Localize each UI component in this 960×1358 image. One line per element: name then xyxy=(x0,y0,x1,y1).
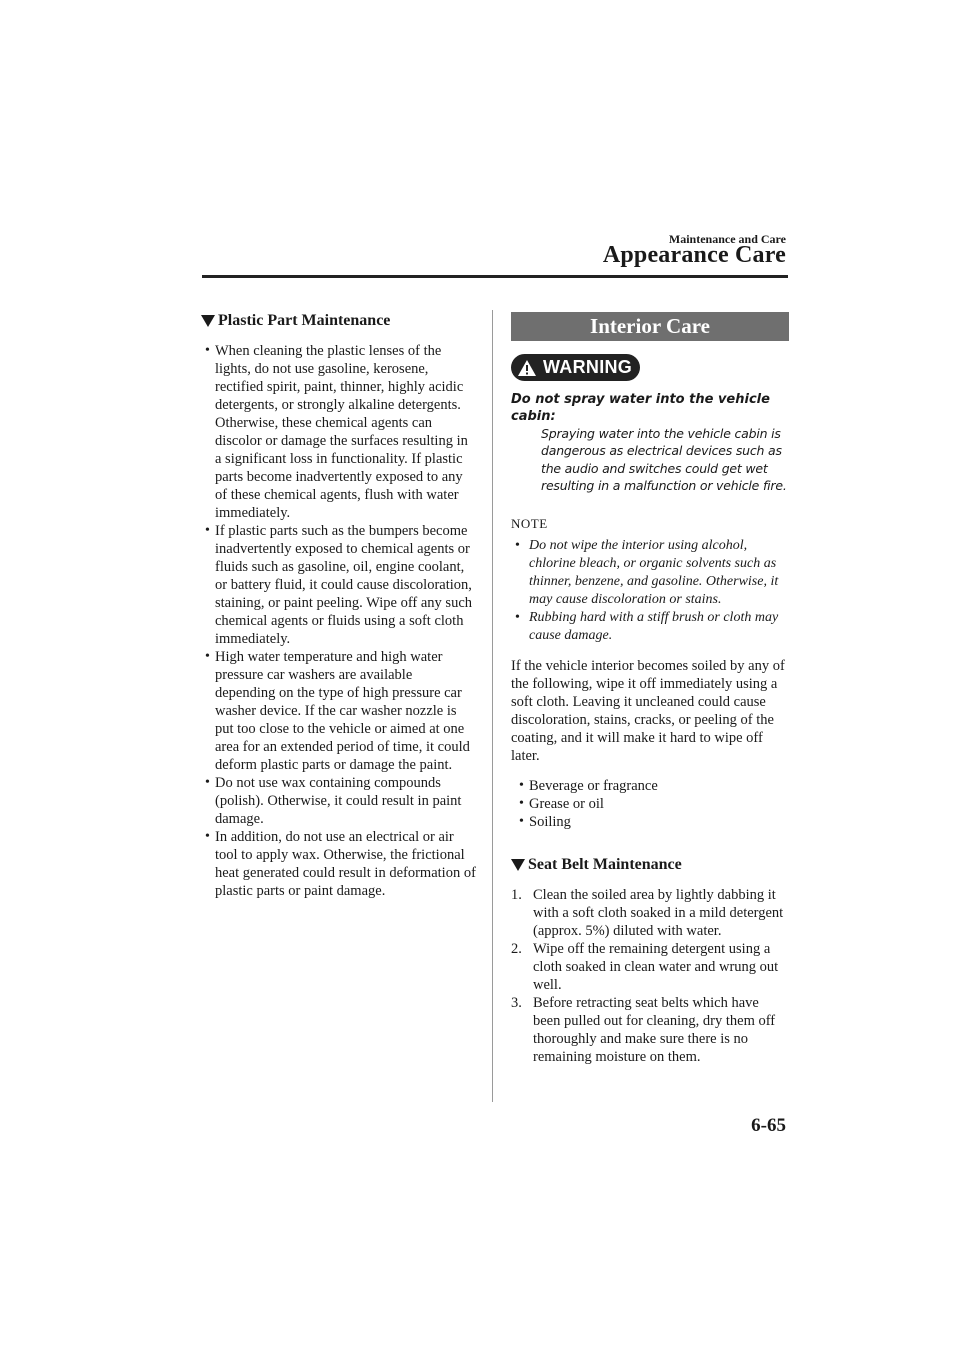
step-text: Wipe off the remaining detergent using a cloth soaked in clean water and wrung out well. xyxy=(533,940,779,993)
warning-heading: Do not spray water into the vehicle cabin: xyxy=(511,391,770,424)
note-item xyxy=(511,537,789,609)
list-item xyxy=(511,795,789,813)
note-list xyxy=(511,537,789,645)
plastic-part-heading xyxy=(201,310,476,332)
list-item xyxy=(511,813,789,831)
seat-belt-heading xyxy=(511,854,789,876)
triangle-down-icon xyxy=(201,315,215,327)
warning-badge xyxy=(511,354,640,381)
seat-belt-heading-text: Seat Belt Maintenance xyxy=(528,855,682,873)
bullet-icon: • xyxy=(519,795,524,811)
page-title: Appearance Care xyxy=(602,242,786,268)
list-item-text: Beverage or fragrance xyxy=(529,777,658,794)
step-number: 3. xyxy=(511,994,522,1011)
page-number: 6-65 xyxy=(751,1115,786,1136)
plastic-bullet-list xyxy=(201,342,476,900)
interior-paragraph: If the vehicle interior becomes soiled by any of the following, wipe it off immediately using a soft cloth. Leaving it uncleaned could cause discoloration, stains, cracks, or peeling of the coating, and it will make it hard to wipe off later. xyxy=(511,657,785,764)
right-column xyxy=(511,312,789,1066)
list-item-text: When cleaning the plastic lenses of the lights, do not use gasoline, kerosene, rectified spirit, paint, thinner, highly acidic detergents, or strongly alkaline detergents. Otherwise, these chemical agents can discolor or damage the surfaces resulting in a significant loss in functionality. If plastic parts become inadvertently exposed to any of these chemical agents, flush with water immediately. xyxy=(215,343,468,521)
note-item-text: Rubbing hard with a stiff brush or cloth may cause damage. xyxy=(529,609,779,643)
bullet-icon: • xyxy=(519,813,524,829)
warning-label: WARNING xyxy=(543,357,633,377)
list-item xyxy=(201,774,476,828)
list-item xyxy=(201,648,476,774)
list-item-text: If plastic parts such as the bumpers become inadvertently exposed to chemical agents or fluids such as gasoline, oil, engine coolant, or battery fluid, it could cause discoloration, staining, or paint peeling. Wipe off any such chemical agents or fluids using a soft cloth immediately. xyxy=(215,523,473,647)
seat-belt-steps xyxy=(511,886,789,1066)
bullet-icon: • xyxy=(205,649,210,664)
step-text: Before retracting seat belts which have been pulled out for cleaning, dry them off thoroughly and make sure there is no remaining moisture on them. xyxy=(533,994,776,1065)
bullet-icon: • xyxy=(205,523,210,538)
bullet-icon: • xyxy=(205,775,210,790)
step-item xyxy=(511,994,789,1066)
list-item-text: High water temperature and high water pressure car washers are available depending on the type of high pressure car washer device. If the car washer nozzle is put too close to the vehicle or aimed at one area for an extended period of time, it could deform plastic parts or damage the paint. xyxy=(215,649,470,773)
list-item-text: Grease or oil xyxy=(529,795,604,812)
bullet-icon: • xyxy=(515,537,520,553)
header-rule xyxy=(202,275,788,278)
plastic-part-heading-text: Plastic Part Maintenance xyxy=(218,312,391,329)
note-item-text: Do not wipe the interior using alcohol, chlorine bleach, or organic solvents such as thinner, benzene, and gasoline. Otherwise, it may cause discoloration or stains. xyxy=(529,537,779,607)
bullet-icon: • xyxy=(519,777,524,793)
list-item xyxy=(201,342,476,522)
note-item xyxy=(511,609,789,645)
step-number: 1. xyxy=(511,886,522,903)
step-number: 2. xyxy=(511,940,522,957)
soil-list xyxy=(511,777,789,831)
column-divider xyxy=(492,310,493,1102)
triangle-down-icon xyxy=(511,859,525,871)
left-column xyxy=(201,310,476,900)
list-item xyxy=(201,522,476,648)
bullet-icon: • xyxy=(515,609,520,625)
step-item xyxy=(511,886,789,940)
bullet-icon: • xyxy=(205,829,210,844)
list-item-text: In addition, do not use an electrical or air tool to apply wax. Otherwise, the frictional heat generated could result in deformation of plastic parts or paint damage. xyxy=(215,829,476,899)
note-label: NOTE xyxy=(511,515,548,531)
bullet-icon: • xyxy=(205,343,210,358)
list-item xyxy=(201,828,476,900)
list-item-text: Do not use wax containing compounds (polish). Otherwise, it could result in paint damage. xyxy=(215,775,462,827)
warning-body: Spraying water into the vehicle cabin is dangerous as electrical devices such as the audio and switches could get wet resulting in a malfunction or vehicle fire. xyxy=(541,425,787,493)
list-item-text: Soiling xyxy=(529,813,571,830)
list-item xyxy=(511,777,789,795)
step-item xyxy=(511,940,789,994)
interior-care-banner: Interior Care xyxy=(511,312,789,341)
warning-icon xyxy=(517,359,537,377)
section-name: Maintenance and Care xyxy=(668,232,786,246)
step-text: Clean the soiled area by lightly dabbing it with a soft cloth soaked in a mild detergent (approx. 5%) diluted with water. xyxy=(533,886,784,939)
